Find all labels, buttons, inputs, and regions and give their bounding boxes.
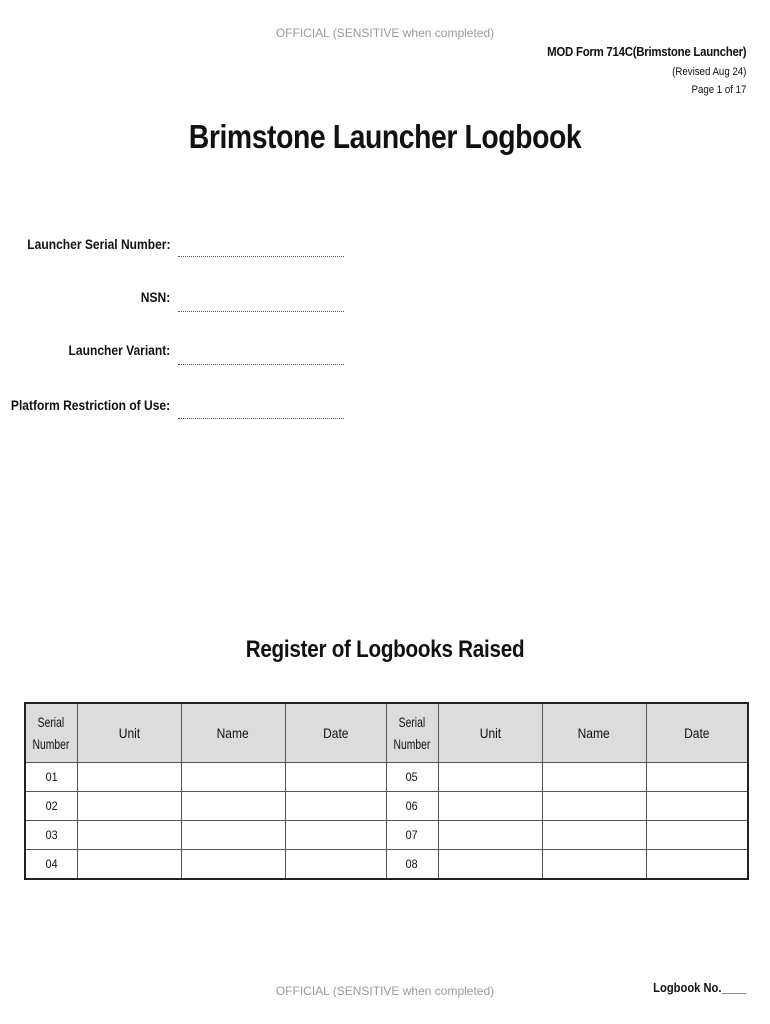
unit-cell[interactable] [438, 821, 542, 850]
page-title: Brimstone Launcher Logbook [188, 118, 582, 155]
name-cell[interactable] [181, 850, 285, 880]
logbook-number: Logbook No.____ [652, 980, 746, 995]
name-cell[interactable] [542, 850, 646, 880]
launcher-serial-number-field[interactable] [178, 256, 344, 257]
classification-footer: OFFICIAL (SENSITIVE when completed) [275, 984, 495, 998]
date-cell[interactable] [285, 792, 386, 821]
register-table [24, 702, 749, 880]
table-row [25, 821, 748, 850]
unit-cell[interactable] [77, 850, 181, 880]
serial-cell: 02 [25, 792, 77, 821]
table-row [25, 792, 748, 821]
name-cell[interactable] [542, 763, 646, 792]
header-serial-number: Serial Number [386, 703, 438, 763]
date-cell[interactable] [646, 792, 748, 821]
unit-cell[interactable] [77, 763, 181, 792]
serial-cell: 07 [386, 821, 438, 850]
date-cell[interactable] [285, 763, 386, 792]
unit-cell[interactable] [77, 821, 181, 850]
table-row [25, 763, 748, 792]
name-cell[interactable] [542, 821, 646, 850]
date-cell[interactable] [285, 821, 386, 850]
serial-cell: 05 [386, 763, 438, 792]
unit-cell[interactable] [438, 763, 542, 792]
serial-cell: 04 [25, 850, 77, 880]
table-row [25, 850, 748, 880]
name-cell[interactable] [542, 792, 646, 821]
unit-cell[interactable] [438, 850, 542, 880]
page-number: Page 1 of 17 [691, 84, 746, 96]
register-header-row [25, 703, 748, 763]
date-cell[interactable] [646, 763, 748, 792]
serial-cell: 06 [386, 792, 438, 821]
serial-cell: 01 [25, 763, 77, 792]
launcher-serial-number-label: Launcher Serial Number: [26, 236, 170, 252]
header-name: Name [542, 703, 646, 763]
header-date: Date [646, 703, 748, 763]
unit-cell[interactable] [438, 792, 542, 821]
platform-restriction-label: Platform Restriction of Use: [10, 397, 170, 413]
name-cell[interactable] [181, 763, 285, 792]
name-cell[interactable] [181, 821, 285, 850]
header-unit: Unit [77, 703, 181, 763]
launcher-variant-field[interactable] [178, 364, 344, 365]
nsn-field[interactable] [178, 311, 344, 312]
serial-cell: 08 [386, 850, 438, 880]
nsn-label: NSN: [140, 289, 170, 305]
date-cell[interactable] [646, 850, 748, 880]
form-id: MOD Form 714C(Brimstone Launcher) [546, 44, 746, 59]
date-cell[interactable] [646, 821, 748, 850]
header-unit: Unit [438, 703, 542, 763]
revision-date: (Revised Aug 24) [671, 66, 746, 78]
header-date: Date [285, 703, 386, 763]
platform-restriction-field[interactable] [178, 418, 344, 419]
launcher-variant-label: Launcher Variant: [68, 342, 170, 358]
header-serial-number: Serial Number [25, 703, 77, 763]
name-cell[interactable] [181, 792, 285, 821]
classification-header: OFFICIAL (SENSITIVE when completed) [275, 26, 495, 40]
header-name: Name [181, 703, 285, 763]
register-title: Register of Logbooks Raised [245, 636, 525, 663]
unit-cell[interactable] [77, 792, 181, 821]
serial-cell: 03 [25, 821, 77, 850]
date-cell[interactable] [285, 850, 386, 880]
